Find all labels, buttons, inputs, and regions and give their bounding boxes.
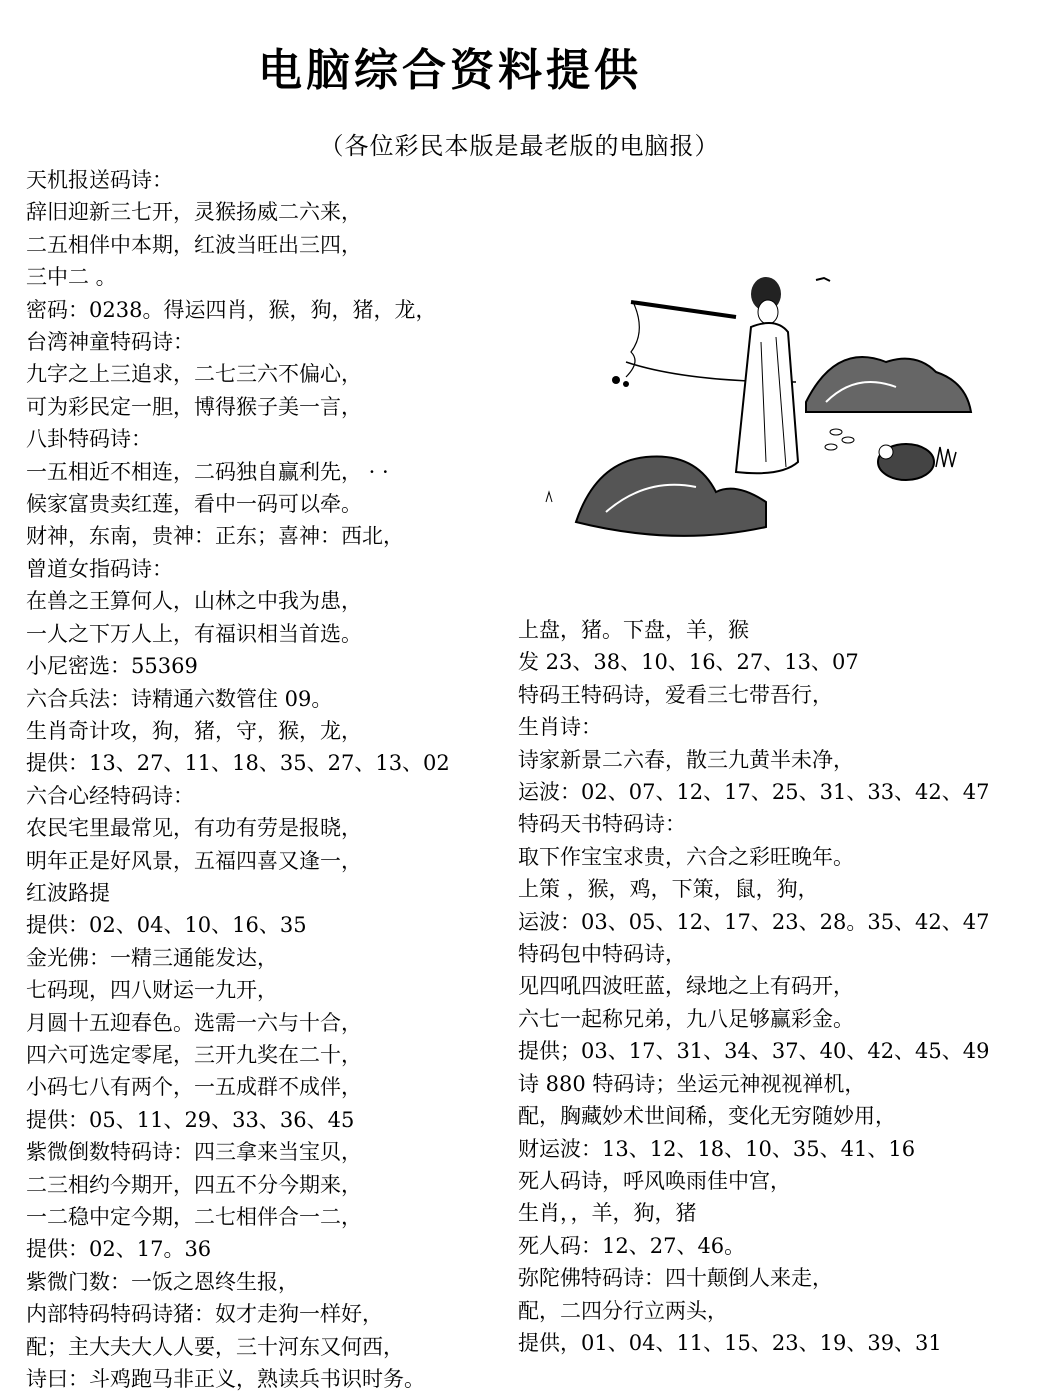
text-line: 上策 ，猴，鸡，下策，鼠，狗， — [518, 877, 819, 902]
text-line: 提供：13、27、11、18、35、27、13、02 — [26, 751, 450, 776]
page-subtitle: （各位彩民本版是最老版的电脑报） — [319, 132, 720, 160]
text-line: 生肖奇计攻，狗，猪，守，猴，龙， — [26, 718, 362, 743]
text-line: 特码天书特码诗： — [518, 812, 686, 837]
text-line: 配，二四分行立两头， — [518, 1298, 728, 1323]
text-line: 小码七八有两个，一五成群不成伴， — [26, 1075, 362, 1100]
text-line: 小尼密选：55369 — [26, 654, 198, 679]
text-line: 一五相近不相连，二码独自赢利先， · · — [26, 459, 389, 484]
text-line: 特码包中特码诗， — [518, 942, 686, 967]
text-line: 提供：05、11、29、33、36、45 — [26, 1107, 355, 1132]
text-line: 生肖，，羊，狗，猪 — [518, 1201, 697, 1226]
text-line: 密码：0238。得运四肖，猴，狗，猪，龙， — [26, 297, 437, 322]
text-line: 运波：02、07、12、17、25、31、33、42、47 — [518, 780, 990, 805]
text-line: 特码王特码诗，爱看三七带吾行， — [518, 682, 833, 707]
text-line: 六合心经特码诗： — [26, 783, 194, 808]
text-line: 一人之下万人上，有福识相当首选。 — [26, 621, 362, 646]
text-line: 四六可选定零尾，三开九奖在二十， — [26, 1042, 362, 1067]
text-line: 六七一起称兄弟，九八足够赢彩金。 — [518, 1006, 854, 1031]
text-line: 弥陀佛特码诗：四十颠倒人来走， — [518, 1266, 833, 1291]
text-line: 八卦特码诗： — [26, 427, 152, 452]
page-title: 电脑综合资料提供 — [258, 45, 642, 96]
text-line: 一二稳中定今期，二七相伴合一二， — [26, 1205, 362, 1229]
text-line: 财运波：13、12、18、10、35、41、16 — [518, 1136, 916, 1161]
text-line: 三中二 。 — [26, 265, 117, 290]
text-line: 提供；03、17、31、34、37、40、42、45、49 — [518, 1039, 990, 1064]
text-line: 诗家新景二六春，散三九黄半未净， — [518, 747, 854, 772]
text-line: 见四吼四波旺蓝，绿地之上有码开， — [518, 974, 854, 999]
text-line: 提供：02、17。36 — [26, 1237, 212, 1262]
text-line: 提供，01、04、11、15、23、19、39、31 — [518, 1330, 942, 1355]
text-line: 辞旧迎新三七开，灵猴扬威二六来， — [26, 200, 362, 225]
text-line: 天机报送码诗： — [26, 168, 173, 192]
text-line: 配；主大夫大人人要，三十河东又何西， — [26, 1334, 404, 1359]
text-line: 七码现，四八财运一九开， — [26, 978, 278, 1003]
text-line: 运波：03、05、12、17、23、28。35、42、47 — [518, 909, 990, 934]
text-line: 提供：02、04、10、16、35 — [26, 913, 307, 938]
text-line: 配，胸藏妙术世间稀，变化无穷随妙用， — [518, 1104, 896, 1129]
text-line: 诗 880 特码诗；坐运元神视视禅机， — [518, 1071, 866, 1096]
text-line: 曾道女指码诗： — [26, 556, 173, 581]
text-line: 死人码诗，呼风唤雨佳中宫， — [518, 1168, 791, 1193]
left-text-column — [26, 164, 450, 1395]
text-line: 金光佛：一精三通能发达， — [26, 945, 278, 970]
text-line: 死人码：12、27、46。 — [518, 1233, 746, 1258]
text-line: 紫微倒数特码诗：四三拿来当宝贝， — [26, 1140, 362, 1165]
text-line: 红波路提 — [26, 880, 110, 905]
text-line: 台湾神童特码诗： — [26, 330, 194, 355]
right-text-column — [518, 614, 990, 1359]
text-line: 生肖诗： — [518, 715, 602, 740]
text-line: 候家富贵卖红莲，看中一码可以牵。 — [26, 492, 362, 517]
text-line: 农民宅里最常见，有功有劳是报晓， — [26, 816, 362, 841]
text-line: 二三相约今期开，四五不分今期来， — [26, 1172, 362, 1197]
text-line: 九字之上三追求，二七三六不偏心， — [26, 362, 362, 387]
text-line: 财神，东南，贵神：正东；喜神：西北， — [26, 524, 404, 549]
text-line: 月圆十五迎春色。选需一六与十合， — [26, 1010, 362, 1035]
text-line: 诗曰：斗鸡跑马非正义，熟读兵书识时务。 — [26, 1367, 425, 1392]
text-line: 取下作宝宝求贵，六合之彩旺晚年。 — [518, 844, 854, 869]
text-line: 在兽之王算何人，山林之中我为患， — [26, 589, 362, 614]
text-line: 可为彩民定一胆，博得猴子美一言， — [26, 394, 362, 419]
text-line: 明年正是好风景，五福四喜又逢一， — [26, 848, 362, 873]
text-line: 二五相伴中本期，红波当旺出三四， — [26, 232, 362, 257]
woman-fishing-with-toad-illustration-icon — [536, 262, 986, 562]
text-line: 上盘，猪。下盘，羊，猴 — [518, 618, 749, 642]
woman-fishing-illustration — [536, 262, 986, 562]
text-line: 紫微门数：一饭之恩终生报， — [26, 1269, 299, 1294]
text-line: 六合兵法：诗精通六数管住 09。 — [26, 686, 333, 711]
text-line: 内部特码特码诗猪：奴才走狗一样好， — [26, 1302, 383, 1327]
text-line: 发 23、38、10、16、27、13、07 — [518, 650, 859, 675]
